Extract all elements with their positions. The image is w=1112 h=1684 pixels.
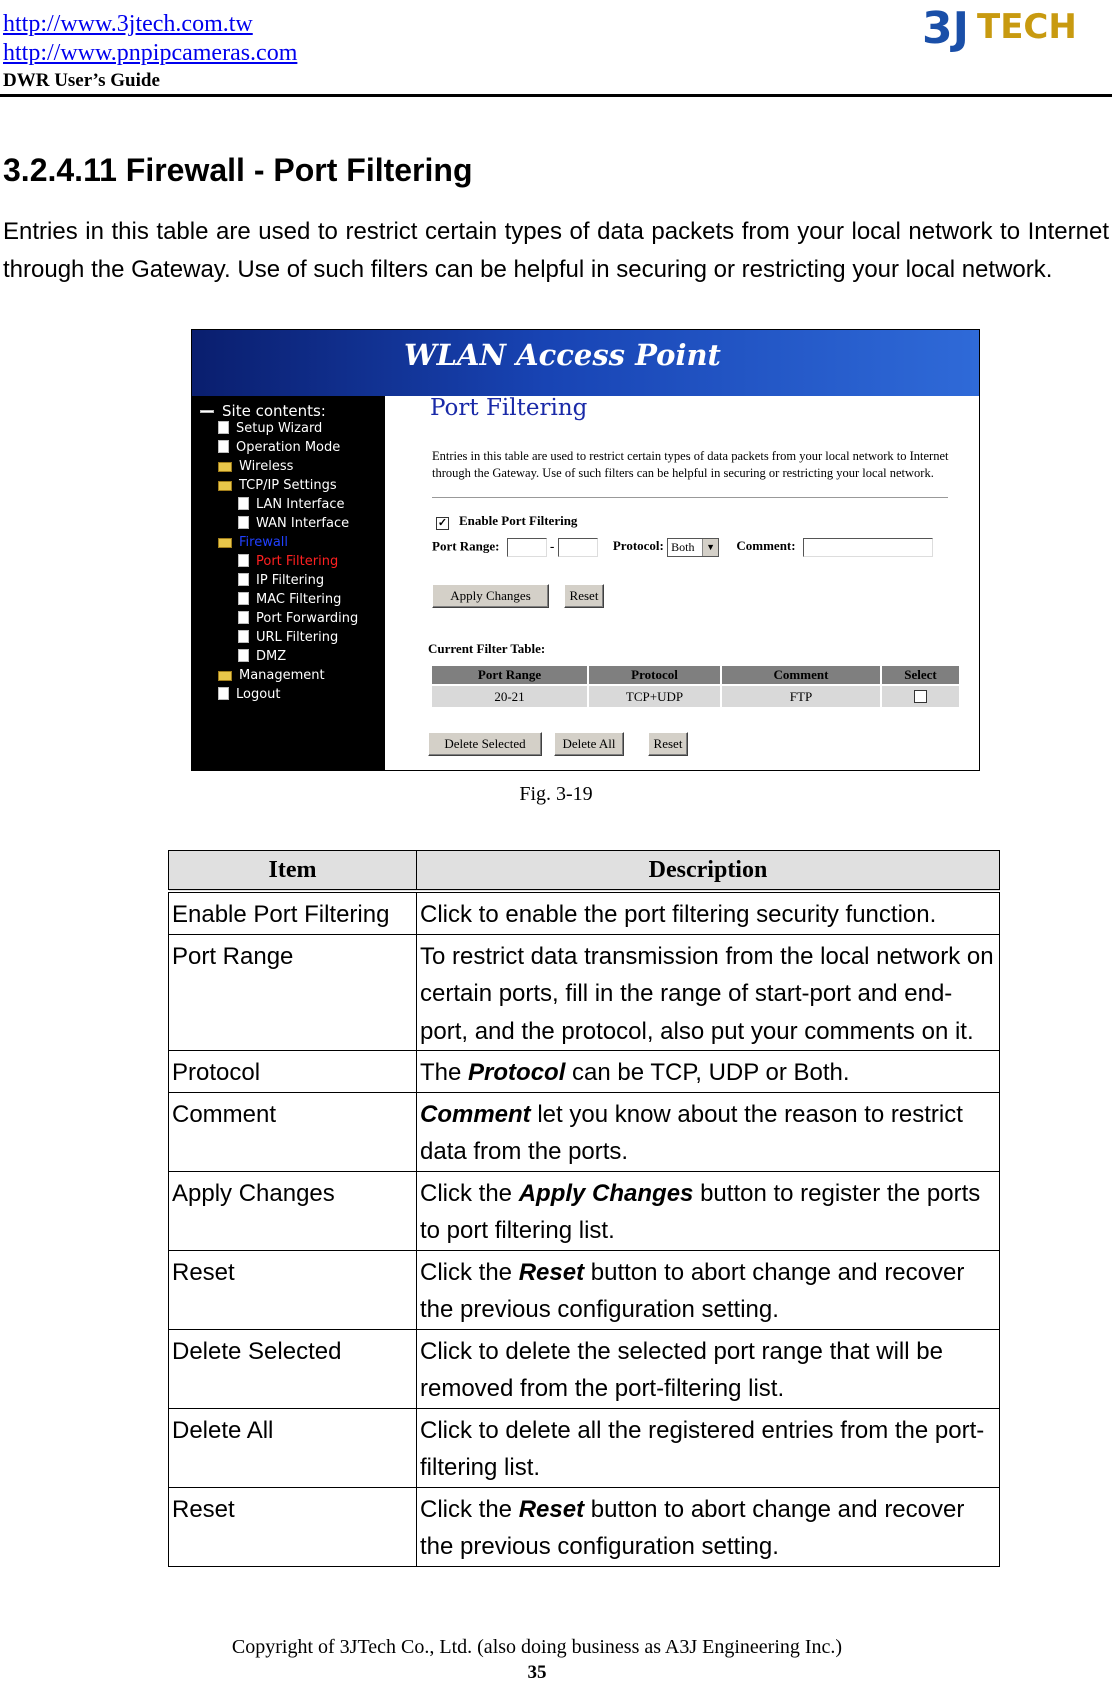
banner-title: WLAN Access Point — [404, 338, 721, 372]
menu-icon — [200, 410, 214, 413]
col-header-comment: Comment — [722, 666, 880, 684]
item-cell: Enable Port Filtering — [169, 891, 417, 934]
section-title: 3.2.4.11 Firewall - Port Filtering — [3, 152, 473, 188]
header-link-3jtech[interactable]: http://www.3jtech.com.tw — [3, 11, 253, 37]
sidebar-item-setup-wizard[interactable]: Setup Wizard — [218, 419, 322, 438]
table-row — [169, 1092, 1000, 1171]
port-end-input[interactable] — [558, 538, 598, 557]
reset-table-button[interactable]: Reset — [648, 732, 688, 756]
delete-all-button[interactable]: Delete All — [554, 732, 624, 756]
sidebar-item-tcpip-settings[interactable]: TCP/IP Settings — [218, 476, 337, 495]
company-logo — [922, 0, 1077, 60]
page-icon — [238, 573, 249, 586]
col-header-item: Item — [169, 851, 417, 892]
description-cell: Comment let you know about the reason to restrict data from the ports. — [417, 1092, 1000, 1171]
page-icon — [238, 516, 249, 529]
protocol-select[interactable]: Both ▼ — [667, 538, 719, 557]
description-cell: Click the Reset button to abort change and recover the previous configuration setting. — [417, 1250, 1000, 1329]
sidebar-item-port-forwarding[interactable]: Port Forwarding — [238, 609, 358, 628]
logo-tech: TECH — [977, 7, 1077, 47]
description-cell: The Protocol can be TCP, UDP or Both. — [417, 1051, 1000, 1093]
item-cell: Reset — [169, 1487, 417, 1566]
port-range-separator: - — [550, 538, 555, 554]
col-header-protocol: Protocol — [589, 666, 720, 684]
sidebar-item-wan-interface[interactable]: WAN Interface — [238, 514, 349, 533]
table-row — [169, 1487, 1000, 1566]
folder-open-icon — [218, 481, 232, 491]
page-icon — [238, 592, 249, 605]
sidebar-item-mac-filtering[interactable]: MAC Filtering — [238, 590, 341, 609]
page-icon — [238, 497, 249, 510]
comment-label: Comment: — [736, 538, 796, 554]
header-link-pnpipcameras[interactable]: http://www.pnpipcameras.com — [3, 40, 298, 66]
sidebar-item-management[interactable]: Management — [218, 666, 325, 685]
item-cell: Protocol — [169, 1051, 417, 1093]
router-ui-screenshot — [191, 329, 980, 771]
item-cell: Port Range — [169, 934, 417, 1051]
table-row — [169, 1250, 1000, 1329]
page-description: Entries in this table are used to restrict certain types of data packets from your local network to Internet through the Gateway. Use of such filters can be helpful in securing or restricting your local network. — [432, 449, 949, 480]
sidebar-item-ip-filtering[interactable]: IP Filtering — [238, 571, 324, 590]
cell-port-range: 20-21 — [432, 686, 587, 707]
table-row — [169, 1329, 1000, 1408]
chevron-down-icon: ▼ — [702, 539, 718, 556]
sidebar-heading: Site contents: — [200, 402, 390, 420]
page-icon — [218, 440, 229, 453]
table-row — [169, 1171, 1000, 1250]
col-header-select: Select — [882, 666, 959, 684]
figure-caption: Fig. 3-19 — [519, 783, 593, 805]
description-cell: Click to enable the port filtering security function. — [417, 891, 1000, 934]
item-cell: Reset — [169, 1250, 417, 1329]
table-row — [169, 1408, 1000, 1487]
item-cell: Delete All — [169, 1408, 417, 1487]
sidebar-item-wireless[interactable]: Wireless — [218, 457, 293, 476]
port-start-input[interactable] — [507, 538, 547, 557]
cell-protocol: TCP+UDP — [589, 686, 720, 707]
enable-port-filtering-checkbox[interactable]: ✓ — [437, 517, 448, 529]
item-cell: Comment — [169, 1092, 417, 1171]
table-row — [432, 686, 959, 707]
current-filter-table — [430, 664, 961, 709]
port-range-label: Port Range: — [432, 538, 500, 554]
item-cell: Apply Changes — [169, 1171, 417, 1250]
row-select-checkbox[interactable] — [914, 690, 927, 703]
header-divider — [0, 94, 1112, 97]
folder-open-icon — [218, 538, 232, 548]
enable-port-filtering-label: Enable Port Filtering — [459, 513, 578, 528]
folder-icon — [218, 671, 232, 681]
sidebar-item-dmz[interactable]: DMZ — [238, 647, 286, 666]
apply-changes-button[interactable]: Apply Changes — [432, 584, 549, 608]
sidebar-item-logout[interactable]: Logout — [218, 685, 281, 704]
folder-icon — [218, 462, 232, 472]
comment-input[interactable] — [803, 538, 933, 557]
table-row — [169, 934, 1000, 1051]
page-icon — [238, 554, 249, 567]
page-icon — [218, 421, 229, 434]
sidebar-item-lan-interface[interactable]: LAN Interface — [238, 495, 345, 514]
col-header-port-range: Port Range — [432, 666, 587, 684]
copyright-footer: Copyright of 3JTech Co., Ltd. (also doing business as A3J Engineering Inc.) — [231, 1636, 843, 1658]
protocol-label: Protocol: — [612, 538, 664, 554]
page-number: 35 — [527, 1662, 547, 1683]
guide-title: DWR User’s Guide — [3, 70, 160, 91]
description-cell: To restrict data transmission from the local network on certain ports, fill in the range of start-port and end-port, and the protocol, also put your comments on it. — [417, 934, 1000, 1051]
col-header-description: Description — [417, 851, 1000, 892]
page-icon — [238, 630, 249, 643]
item-cell: Delete Selected — [169, 1329, 417, 1408]
content-divider — [432, 497, 948, 498]
description-cell: Click the Apply Changes button to register the ports to port filtering list. — [417, 1171, 1000, 1250]
description-cell: Click to delete the selected port range that will be removed from the port-filtering list. — [417, 1329, 1000, 1408]
sidebar-item-operation-mode[interactable]: Operation Mode — [218, 438, 340, 457]
sidebar-item-firewall[interactable]: Firewall — [218, 533, 288, 552]
cell-select — [882, 686, 959, 707]
filter-table-label: Current Filter Table: — [428, 641, 546, 656]
page-icon — [238, 611, 249, 624]
logo-3j: 3J — [922, 3, 969, 54]
enable-row — [436, 513, 577, 530]
reset-button[interactable]: Reset — [564, 584, 604, 608]
table-row — [169, 891, 1000, 934]
page-icon — [218, 687, 229, 700]
page-icon — [238, 649, 249, 662]
sidebar-item-url-filtering[interactable]: URL Filtering — [238, 628, 338, 647]
cell-comment: FTP — [722, 686, 880, 707]
description-table — [168, 850, 1000, 1567]
description-cell: Click the Reset button to abort change and recover the previous configuration setting. — [417, 1487, 1000, 1566]
filter-form — [432, 538, 933, 557]
section-intro: Entries in this table are used to restrict certain types of data packets from your local network to Internet through the Gateway. Use of such filters can be helpful in securing or restricting your local network. — [3, 218, 1109, 283]
description-cell: Click to delete all the registered entries from the port-filtering list. — [417, 1408, 1000, 1487]
sidebar-item-port-filtering[interactable]: Port Filtering — [238, 552, 338, 571]
table-row — [169, 1051, 1000, 1093]
delete-selected-button[interactable]: Delete Selected — [428, 732, 542, 756]
page-title: Port Filtering — [430, 395, 588, 421]
